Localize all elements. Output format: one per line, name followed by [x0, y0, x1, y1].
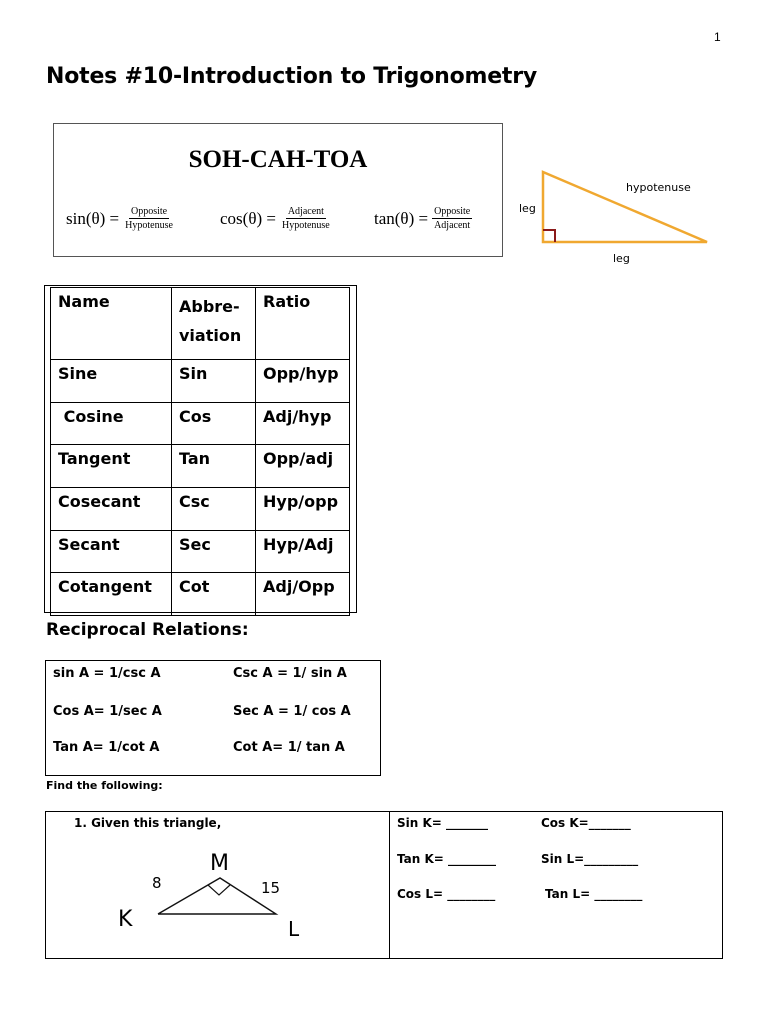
table-row — [51, 360, 350, 403]
table-row — [51, 402, 350, 445]
fraction-denominator: Adjacent — [434, 220, 471, 231]
formula-fraction — [123, 206, 175, 231]
side-km-label: 8 — [152, 874, 162, 892]
cell-abbr: Csc — [172, 488, 256, 531]
sine-formula — [66, 206, 175, 231]
cell-name: Tangent — [51, 445, 172, 488]
formula-fraction — [432, 206, 472, 231]
cell-name: Cotangent — [51, 573, 172, 616]
cell-ratio: Opp/hyp — [256, 360, 350, 403]
reciprocal-left-2: Cos A= 1/sec A — [53, 704, 162, 719]
formula-function: sin(θ) = — [66, 208, 120, 228]
vertex-l-label: L — [288, 917, 300, 940]
reciprocal-right-1: Csc A = 1/ sin A — [233, 666, 347, 681]
reciprocal-left-1: sin A = 1/csc A — [53, 666, 161, 681]
fraction-denominator: Hypotenuse — [281, 220, 330, 231]
right-angle-marker — [543, 230, 555, 242]
formula-function: cos(θ) = — [220, 208, 276, 228]
side-ml-label: 15 — [261, 879, 281, 897]
blank-sin-k[interactable]: Sin K= _______ — [397, 816, 489, 830]
fraction-numerator: Opposite — [434, 206, 471, 217]
table-row — [51, 573, 350, 616]
soh-cah-toa-box — [53, 123, 503, 257]
header-abbr-line1: Abbre- — [179, 297, 240, 316]
cell-ratio: Opp/adj — [256, 445, 350, 488]
tangent-formula — [374, 206, 472, 231]
table-row — [51, 445, 350, 488]
page-title: Notes #10-Introduction to Trigonometry — [46, 64, 538, 89]
right-angle-marker — [208, 885, 230, 895]
cell-ratio: Hyp/opp — [256, 488, 350, 531]
table-row — [51, 530, 350, 573]
cell-name: Cosine — [51, 402, 172, 445]
cell-abbr: Sec — [172, 530, 256, 573]
cell-name: Secant — [51, 530, 172, 573]
soh-cah-toa-heading: SOH-CAH-TOA — [188, 146, 368, 173]
reciprocal-left-3: Tan A= 1/cot A — [53, 740, 160, 755]
vertex-k-label: K — [118, 907, 133, 932]
question-1-box — [45, 811, 723, 959]
header-ratio: Ratio — [256, 288, 350, 360]
reciprocal-box — [45, 660, 381, 776]
blank-tan-l[interactable]: Tan L= ________ — [545, 887, 643, 901]
fraction-numerator: Adjacent — [287, 206, 324, 217]
header-name: Name — [51, 288, 172, 360]
page-number: 1 — [714, 30, 721, 44]
reciprocal-heading: Reciprocal Relations: — [46, 620, 249, 640]
cell-abbr: Cot — [172, 573, 256, 616]
question-divider — [389, 812, 390, 958]
hypotenuse-label: hypotenuse — [626, 181, 691, 194]
cell-ratio: Adj/Opp — [256, 573, 350, 616]
cell-abbr: Sin — [172, 360, 256, 403]
cell-abbr: Tan — [172, 445, 256, 488]
triangle-lines — [158, 878, 276, 914]
kml-triangle-sketch — [116, 848, 326, 940]
blank-sin-l[interactable]: Sin L=_________ — [541, 852, 639, 866]
blank-cos-l[interactable]: Cos L= ________ — [397, 887, 496, 901]
formula-function: tan(θ) = — [374, 208, 429, 228]
fraction-denominator: Hypotenuse — [125, 220, 173, 231]
right-triangle-diagram — [515, 160, 720, 272]
table-header-row — [51, 288, 350, 360]
blank-tan-k[interactable]: Tan K= ________ — [397, 852, 496, 866]
find-heading: Find the following: — [46, 779, 163, 792]
table-row — [51, 488, 350, 531]
cell-ratio: Adj/hyp — [256, 402, 350, 445]
vertex-m-label: M — [210, 851, 229, 876]
cell-ratio: Hyp/Adj — [256, 530, 350, 573]
cell-abbr: Cos — [172, 402, 256, 445]
left-leg-label: leg — [519, 202, 536, 215]
bottom-leg-label: leg — [613, 252, 630, 265]
cell-name: Sine — [51, 360, 172, 403]
blank-cos-k[interactable]: Cos K=_______ — [541, 816, 631, 830]
cell-name: Cosecant — [51, 488, 172, 531]
cosine-formula — [220, 206, 332, 231]
fraction-numerator: Opposite — [130, 206, 168, 217]
header-abbreviation — [172, 288, 256, 360]
formula-fraction — [280, 206, 332, 231]
ratio-table — [50, 287, 350, 616]
header-abbr-line2: viation — [179, 326, 242, 345]
reciprocal-right-3: Cot A= 1/ tan A — [233, 740, 345, 755]
reciprocal-right-2: Sec A = 1/ cos A — [233, 704, 351, 719]
question-1-prompt: 1. Given this triangle, — [74, 816, 222, 830]
